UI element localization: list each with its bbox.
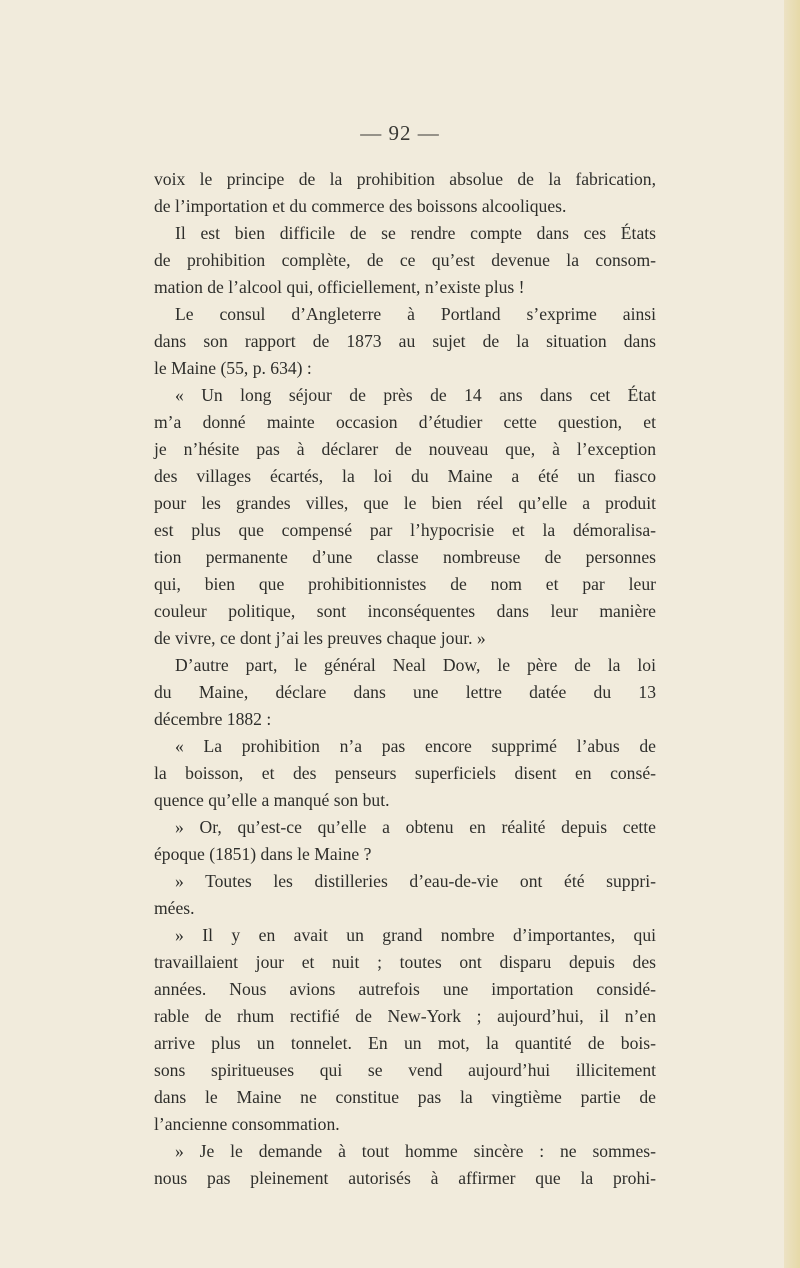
text-line: » Toutes les distilleries d’eau-de-vie ont été suppri- (175, 871, 656, 891)
text-line: est plus que compensé par l’hypocrisie et la démoralisa- (154, 520, 656, 540)
text-line: couleur politique, sont inconséquentes dans leur manière (154, 601, 656, 621)
text-line: dans son rapport de 1873 au sujet de la situation dans (154, 331, 656, 351)
text-line: l’ancienne consommation. (154, 1114, 340, 1134)
text-line: » Je le demande à tout homme sincère : ne sommes- (175, 1141, 656, 1161)
text-line: quence qu’elle a manqué son but. (154, 790, 390, 810)
text-line: voix le principe de la prohibition absolue de la fabrication, (154, 169, 656, 189)
text-line: mées. (154, 898, 195, 918)
text-line: « Un long séjour de près de 14 ans dans cet État (175, 385, 656, 405)
text-line: Il est bien difficile de se rendre compte dans ces États (175, 223, 656, 243)
text-line: je n’hésite pas à déclarer de nouveau que, à l’exception (154, 439, 656, 459)
body-text (154, 166, 656, 1192)
text-line: » Il y en avait un grand nombre d’importantes, qui (175, 925, 656, 945)
text-line: des villages écartés, la loi du Maine a été un fiasco (154, 466, 656, 486)
text-line: rable de rhum rectifié de New-York ; aujourd’hui, il n’en (154, 1006, 656, 1026)
text-line: du Maine, déclare dans une lettre datée du 13 (154, 682, 656, 702)
text-line: m’a donné mainte occasion d’étudier cette question, et (154, 412, 656, 432)
text-line: D’autre part, le général Neal Dow, le père de la loi (175, 655, 656, 675)
text-line: de vivre, ce dont j’ai les preuves chaque jour. » (154, 628, 486, 648)
page-number: — 92 — (360, 121, 440, 145)
text-line: Le consul d’Angleterre à Portland s’exprime ainsi (175, 304, 656, 324)
text-line: décembre 1882 : (154, 709, 272, 729)
text-line: « La prohibition n’a pas encore supprimé l’abus de (175, 736, 656, 756)
text-line: de prohibition complète, de ce qu’est devenue la consom- (154, 250, 656, 270)
text-line: tion permanente d’une classe nombreuse de personnes (154, 547, 656, 567)
text-line: nous pas pleinement autorisés à affirmer que la prohi- (154, 1168, 656, 1188)
text-line: sons spiritueuses qui se vend aujourd’hui illicitement (154, 1060, 656, 1080)
text-line: le Maine (55, p. 634) : (154, 358, 312, 378)
text-line: la boisson, et des penseurs superficiels disent en consé- (154, 763, 656, 783)
text-line: années. Nous avions autrefois une importation considé- (154, 979, 656, 999)
text-line: pour les grandes villes, que le bien réel qu’elle a produit (154, 493, 656, 513)
text-line: dans le Maine ne constitue pas la vingtième partie de (154, 1087, 656, 1107)
text-line: » Or, qu’est-ce qu’elle a obtenu en réalité depuis cette (175, 817, 656, 837)
text-line: qui, bien que prohibitionnistes de nom et par leur (154, 574, 656, 594)
text-line: de l’importation et du commerce des boissons alcooliques. (154, 196, 567, 216)
text-line: mation de l’alcool qui, officiellement, n’existe plus ! (154, 277, 525, 297)
page-edge (784, 0, 800, 1268)
text-line: arrive plus un tonnelet. En un mot, la quantité de bois- (154, 1033, 656, 1053)
text-line: époque (1851) dans le Maine ? (154, 844, 372, 864)
text-line: travaillaient jour et nuit ; toutes ont disparu depuis des (154, 952, 656, 972)
